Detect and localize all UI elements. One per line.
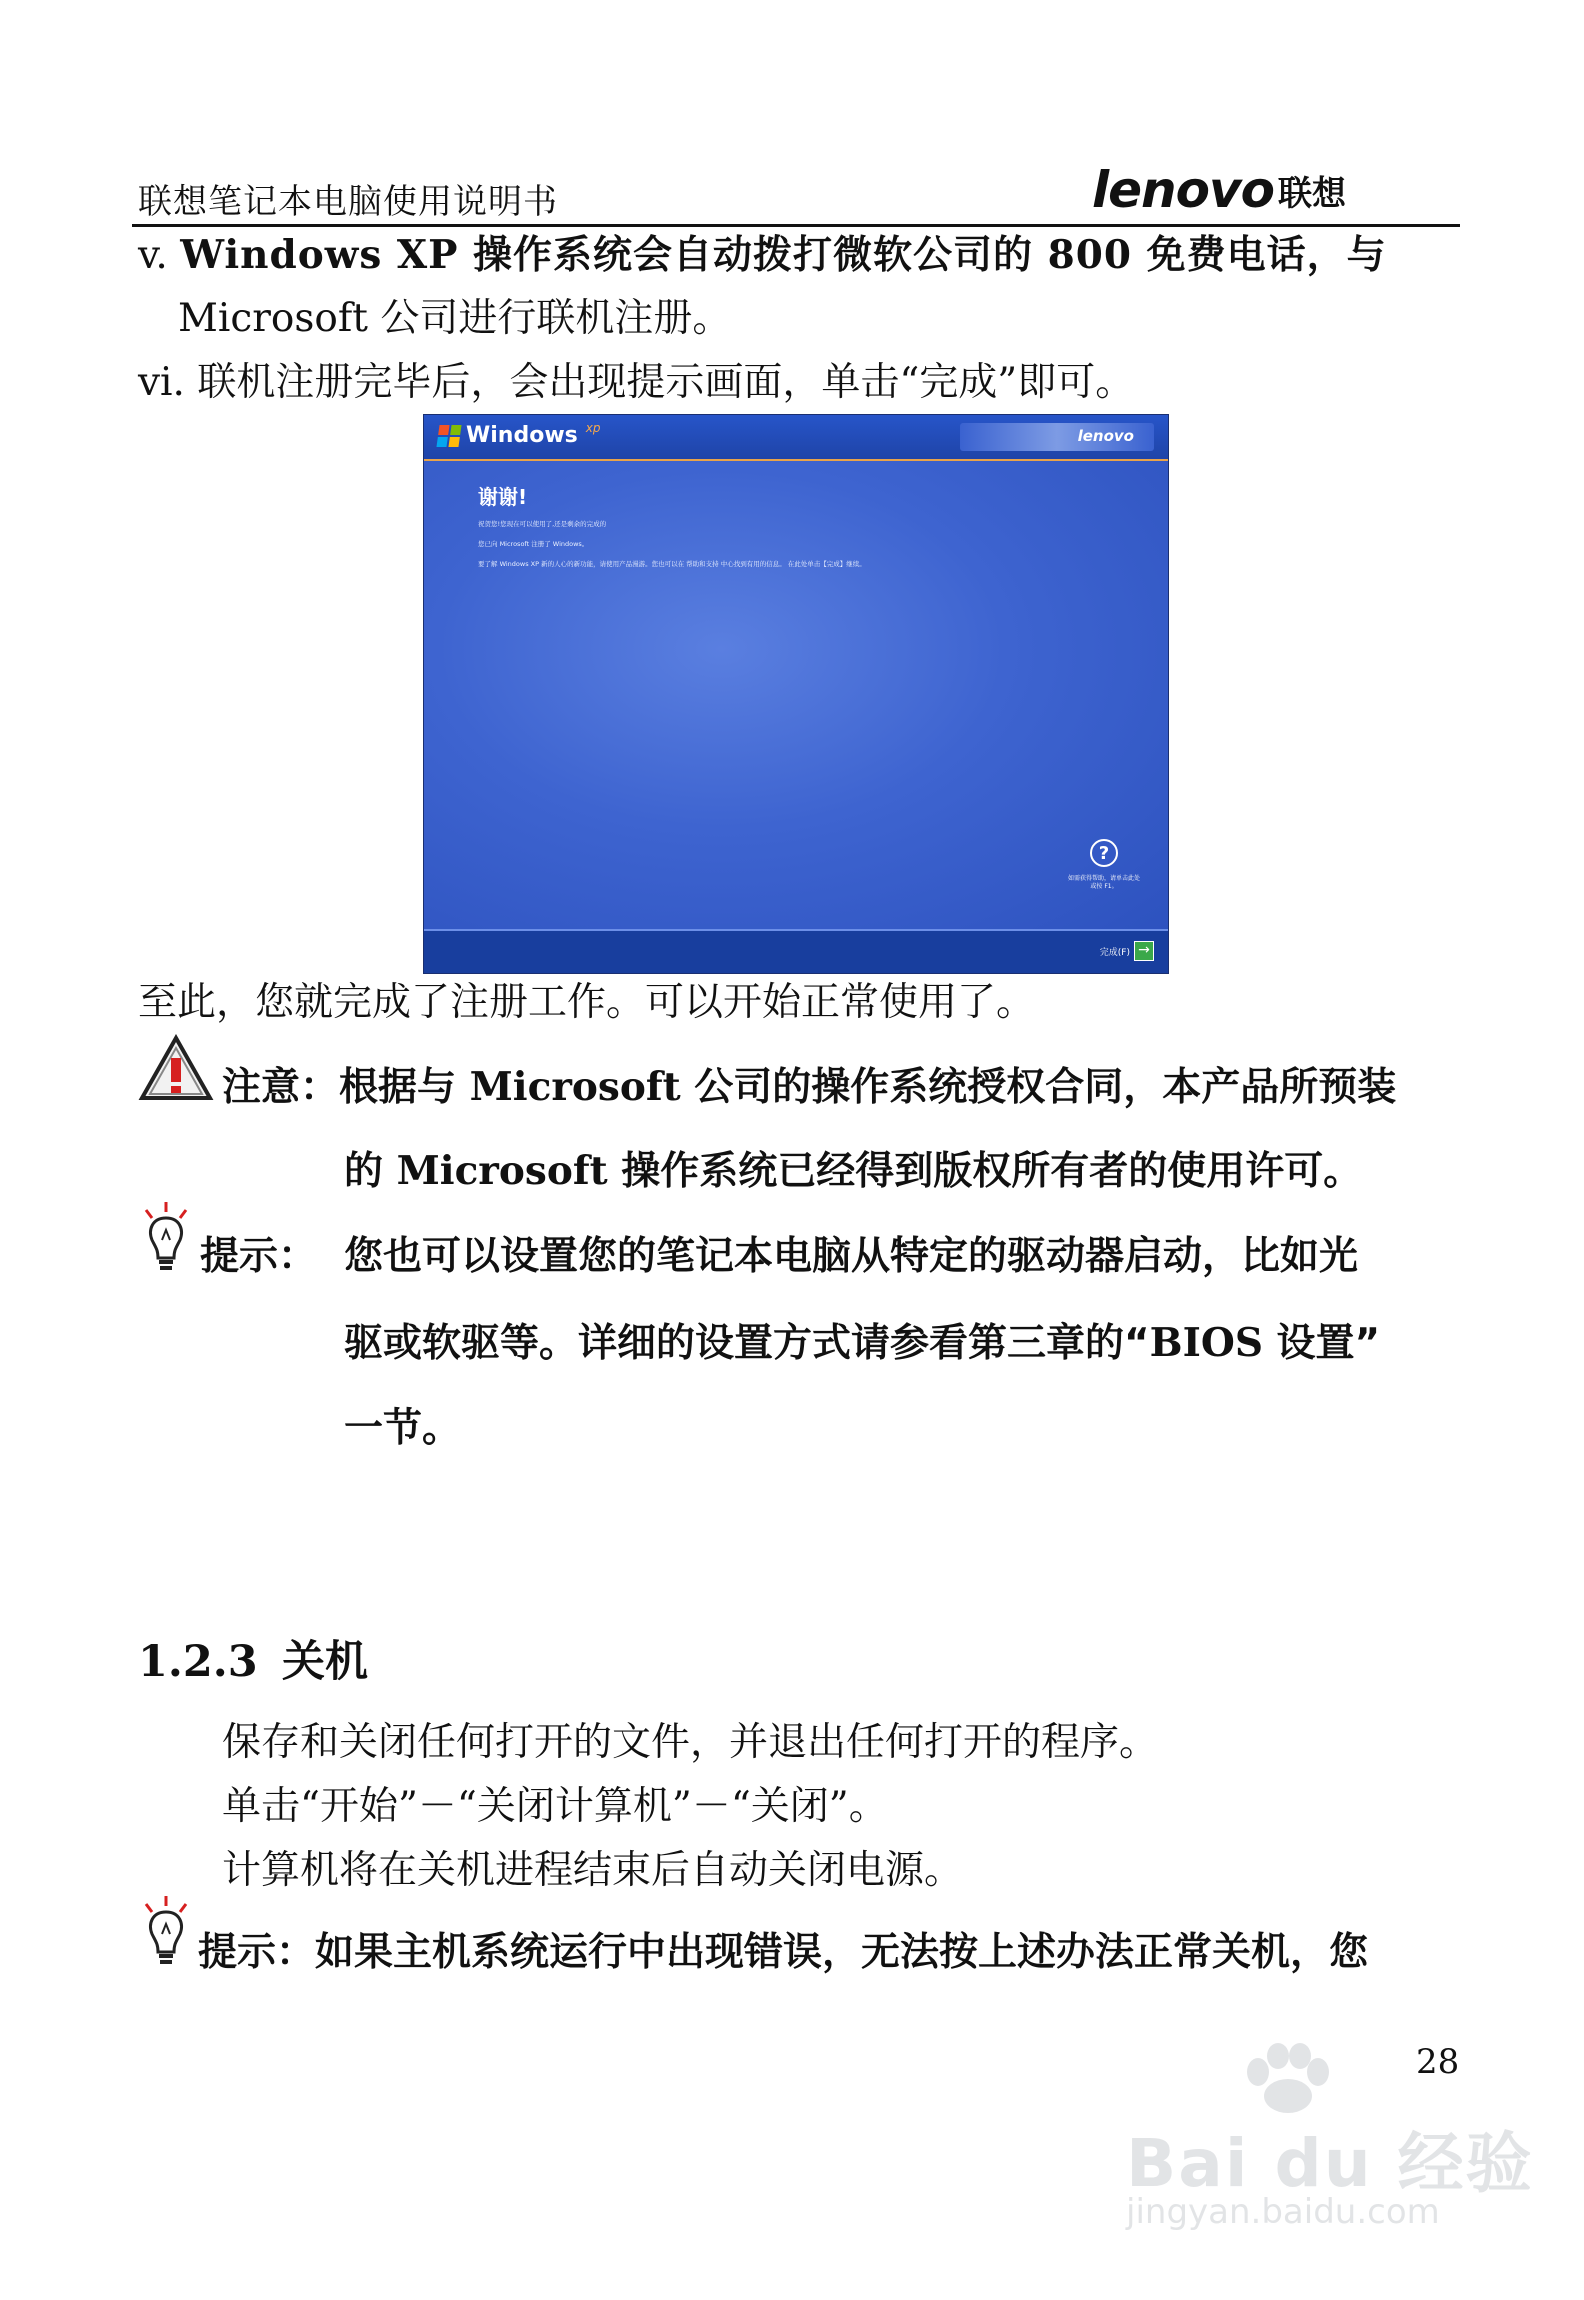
watermark-main-text: Bai du 经验 xyxy=(1126,2125,1534,2202)
windows-xp-logo xyxy=(438,420,601,448)
tip2-line xyxy=(198,1930,1368,1977)
step-v-text1: Windows XP 操作系统会自动拨打微软公司的 800 免费电话，与 xyxy=(180,232,1387,278)
xp-help-text: 如需获得帮助，请单击此处或按 F1。 xyxy=(1068,875,1141,891)
lightbulb-tip-icon xyxy=(138,1200,194,1274)
section-para1: 保存和关闭任何打开的文件，并退出任何打开的程序。 xyxy=(222,1720,1159,1765)
completion-paragraph: 至此，您就完成了注册工作。可以开始正常使用了。 xyxy=(138,980,1036,1025)
paw-icon xyxy=(1238,2042,1334,2114)
page-number: 28 xyxy=(1416,2042,1460,2082)
section-heading xyxy=(138,1628,368,1689)
para2-start: 开始 xyxy=(319,1784,398,1829)
tip2-label: 提示： xyxy=(198,1930,316,1975)
xp-registration-screenshot xyxy=(423,414,1169,974)
header-rule xyxy=(132,224,1460,227)
tip1-line2-b: BIOS xyxy=(1149,1320,1263,1366)
warning-line1-b: Microsoft xyxy=(469,1064,681,1110)
lightbulb-tip-icon xyxy=(138,1894,194,1968)
tip1-line2-a: 驱或软驱等。详细的设置方式请参看第三章的“ xyxy=(344,1321,1150,1366)
step-vi-text: 联机注册完毕后，会出现提示画面，单击“完成”即可。 xyxy=(197,360,1135,405)
section-para2 xyxy=(222,1784,888,1831)
section-para3: 计算机将在关机进程结束后自动关闭电源。 xyxy=(222,1848,964,1893)
xp-title-bar xyxy=(424,415,1168,461)
para2-g: ”。 xyxy=(828,1784,888,1829)
xp-text-line1: 祝贺您!您现在可以使用了,还是剩余的完成的 xyxy=(478,520,607,528)
oem-lenovo-text: lenovo xyxy=(1077,427,1134,445)
xp-thanks-heading: 谢谢! xyxy=(478,485,528,509)
xp-text-line2: 您已向 Microsoft 注册了 Windows。 xyxy=(478,540,589,548)
tip2-text: 如果主机系统运行中出现错误，无法按上述办法正常关机，您 xyxy=(315,1930,1369,1975)
warning-line2 xyxy=(344,1148,1362,1196)
document-header-title: 联想笔记本电脑使用说明书 xyxy=(138,182,558,222)
tip1-line2 xyxy=(344,1320,1380,1368)
xp-logo-text: xp xyxy=(585,420,601,435)
step-v-line1 xyxy=(138,232,1387,280)
warning-line2-a: 的 xyxy=(344,1149,397,1194)
warning-line2-c: 操作系统已经得到版权所有者的使用许可。 xyxy=(607,1149,1363,1194)
lenovo-logo xyxy=(1092,161,1346,219)
para2-close: 关闭 xyxy=(750,1784,829,1829)
watermark-url: jingyan.baidu.com xyxy=(1126,2192,1440,2232)
xp-finish-button xyxy=(1100,941,1154,961)
warning-label: 注意： xyxy=(222,1065,340,1110)
para2-c: ”－“ xyxy=(397,1784,477,1829)
windows-flag-icon xyxy=(436,425,461,447)
xp-bottom-bar xyxy=(424,929,1168,973)
oem-badge xyxy=(960,423,1154,451)
para2-a: 单击“ xyxy=(222,1784,320,1829)
tip1-line3: 一节。 xyxy=(344,1406,462,1451)
section-title: 关机 xyxy=(282,1637,368,1687)
xp-content-area xyxy=(424,461,1168,931)
lenovo-logo-text: lenovo xyxy=(1092,161,1274,219)
warning-triangle-icon xyxy=(138,1034,214,1102)
tip1-label: 提示： xyxy=(200,1234,318,1279)
step-vi-label: vi. xyxy=(138,360,185,405)
warning-line1 xyxy=(222,1064,1396,1112)
lenovo-logo-cn: 联想 xyxy=(1277,173,1346,214)
step-v-line2: Microsoft 公司进行联机注册。 xyxy=(178,296,732,341)
warning-line2-b: Microsoft xyxy=(396,1148,608,1194)
xp-finish-label: 完成(F) xyxy=(1099,947,1130,958)
para2-shutdown-computer: 关闭计算机 xyxy=(476,1784,672,1829)
warning-line1-c: 公司的操作系统授权合同，本产品所预装 xyxy=(680,1065,1397,1110)
para2-e: ”－“ xyxy=(671,1784,751,1829)
warning-line1-a: 根据与 xyxy=(339,1065,470,1110)
tip1-line1-text: 您也可以设置您的笔记本电脑从特定的驱动器启动，比如光 xyxy=(344,1234,1359,1279)
help-icon: ? xyxy=(1090,839,1118,867)
tip1-line1 xyxy=(200,1234,1358,1281)
baidu-watermark xyxy=(1126,2042,1534,2242)
section-number: 1.2.3 xyxy=(138,1637,258,1687)
windows-logo-text: Windows xyxy=(466,423,578,448)
tip1-line2-c: 设置” xyxy=(1262,1321,1381,1366)
step-v-label: v. xyxy=(138,233,168,278)
step-vi-line xyxy=(138,360,1134,407)
arrow-right-icon: → xyxy=(1134,941,1154,961)
xp-text-line3: 要了解 Windows XP 新的人心的新功能，请使用产品漫游。您也可以在 帮助和支持 中心找到有用的信息。 在此处单击【完成】继续。 xyxy=(478,560,866,568)
